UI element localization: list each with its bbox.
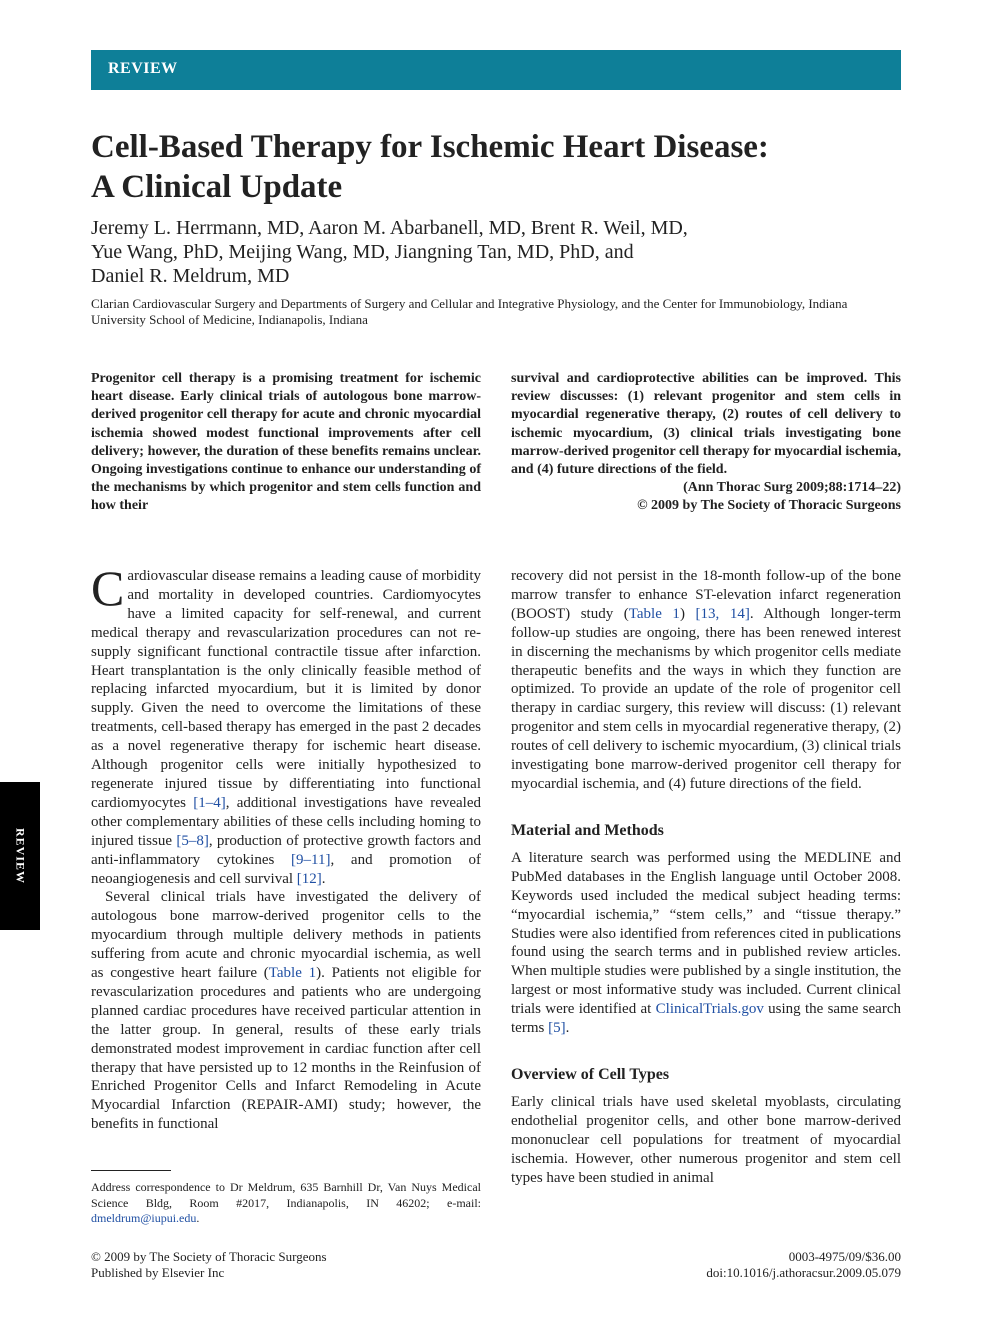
abstract-left-column	[91, 370, 481, 516]
body-left-column	[91, 560, 482, 1134]
table-1-link[interactable]: Table 1	[628, 605, 680, 622]
ref-link-1-4[interactable]: [1–4]	[193, 794, 226, 811]
ref-link-5-8[interactable]: [5–8]	[176, 832, 209, 849]
ref-link-14[interactable]: 14]	[729, 605, 750, 622]
footer-right	[706, 1249, 901, 1281]
methods-paragraph: A literature search was performed using the MEDLINE and PubMed databases in the English language until October 2008. Keywords used included the medical subject heading terms: “myocardial ischemia,” “stem cells,” and “tissue therapy.” Studies were also identified from references cited in publications found using the search terms and in published review articles. When multiple studies were published by a single institution, the largest or most informative study was included. Current clinical trials were identified at ClinicalTrials.gov using the same search terms [5].	[511, 849, 901, 1037]
email-link[interactable]: dmeldrum@iupui.edu	[91, 1211, 197, 1225]
title-line-2: A Clinical Update	[91, 169, 343, 205]
side-tab-label: REVIEW	[13, 827, 28, 885]
drop-cap: C	[91, 560, 125, 616]
footer-doi: doi:10.1016/j.athoracsur.2009.05.079	[706, 1265, 901, 1280]
section-heading-cell-types: Overview of Cell Types	[511, 1065, 670, 1083]
title-line-1: Cell-Based Therapy for Ischemic Heart Disease:	[91, 129, 769, 165]
ref-link-12[interactable]: [12]	[296, 870, 322, 887]
cell-types-paragraph: Early clinical trials have used skeletal myoblasts, circulating endothelial progenitor cells, and other bone marrow-derived mononuclear cell populations for treatment of myocardial ischemia. However, other numerous progenitor and stem cell types have been studied in animal	[511, 1093, 901, 1186]
abstract-right-column	[511, 370, 901, 516]
authors-line-1: Jeremy L. Herrmann, MD, Aaron M. Abarbanell, MD, Brent R. Weil, MD,	[91, 217, 688, 239]
article-title	[91, 127, 891, 207]
abstract-copyright: © 2009 by The Society of Thoracic Surgeons	[637, 498, 901, 514]
affiliation: Clarian Cardiovascular Surgery and Departments of Surgery and Cellular and Integrative Physiology, and the Center for Immunobiology, Indiana University School of Medicine, Indianapolis, Indiana	[91, 296, 848, 327]
ref-link-5[interactable]: [5]	[548, 1020, 566, 1037]
author-list	[91, 216, 891, 288]
footer-left	[91, 1249, 327, 1281]
abstract-text-right: survival and cardioprotective abilities can be improved. This review discusses: (1) relevant progenitor and stem cells in myocardial regenerative therapy, (2) routes of cell delivery to ischemic myocardium, (3) clinical trials investigating bone marrow-derived progenitor cell therapy for myocardial ischemia, and (4) future directions of the field.	[511, 371, 901, 478]
intro-paragraph-2: Several clinical trials have investigated the delivery of autologous bone marrow-derived progenitor cells to the myocardium through multiple delivery methods in patients suffering from acute and chronic myocardial ischemia, as well as congestive heart failure (Table 1). Patients not eligible for revascularization procedures and patients who are undergoing planned cardiac procedures have received particular attention in the latter group. In general, results of these early trials demonstrated modest improvement in cardiac function after cell therapy that have persisted up to 12 months in the Reinfusion of Enriched Progenitor Cells and Infarct Remodeling in Acute Myocardial Infarction (REPAIR-AMI) study; however, the benefits in functional	[91, 889, 481, 1133]
ref-link-13[interactable]: [13,	[695, 605, 720, 622]
footer-issn: 0003-4975/09/$36.00	[788, 1249, 901, 1264]
abstract-citation: (Ann Thorac Surg 2009;88:1714–22)	[683, 480, 901, 496]
section-heading-methods: Material and Methods	[511, 821, 664, 839]
body-right-column	[511, 567, 901, 1187]
banner-label: REVIEW	[108, 60, 178, 77]
table-1-link[interactable]: Table 1	[268, 965, 317, 982]
abstract-text-left: Progenitor cell therapy is a promising treatment for ischemic heart disease. Early clinical trials of autologous bone marrow-derived progenitor cell therapy for acute and chronic myocardial ischemia showed modest functional improvements after cell delivery; however, the duration of these benefits remains unclear. Ongoing investigations continue to enhance our understanding of the mechanisms by which progenitor and stem cells function and how their	[91, 371, 481, 514]
intro-paragraph-3: recovery did not persist in the 18-month follow-up of the bone marrow transfer to enhance ST-elevation infarct regeneration (BOOST) study (Table 1) [13, 14]. Although longer-term follow-up studies are ongoing, there has been renewed interest in discerning the mechanisms by which progenitor cells mediate therapeutic benefits and the ways in which they function are optimized. To provide an update of the role of progenitor cell therapy in cardiac surgery, this review will discuss: (1) relevant progenitor and stem cells in myocardial regenerative therapy, (2) routes of cell delivery to ischemic myocardium, (3) clinical trials investigating bone marrow-derived progenitor cell therapy for myocardial ischemia, and (4) future directions of the field.	[511, 568, 902, 792]
footer-copyright: © 2009 by The Society of Thoracic Surgeons	[91, 1249, 327, 1264]
footnote-divider	[91, 1170, 171, 1171]
clinicaltrials-link[interactable]: ClinicalTrials.gov	[655, 1001, 764, 1018]
side-review-tab	[0, 782, 40, 930]
intro-paragraph-1: Cardiovascular disease remains a leading cause of morbidity and mortality in developed countries. Cardiomyocytes have a limited capacity for self-renewal, and current medical therapy and revascularization procedures can not re-supply significant functional contractile tissue after infarction. Heart transplantation is the only clinically feasible method of replacing infarcted myocardium, but it is limited by donor supply. Given the need to overcome the limitations of these treatments, cell-based therapy has emerged in the past 2 decades as a novel regenerative therapy for ischemic heart disease. Although progenitor cells were initially hypothesized to regenerate injured tissue by differentiating into functional cardiomyocytes [1–4], additional investigations have revealed other complementary abilities of these cells including homing to injured tissue [5–8], production of protective growth factors and anti-inflammatory cytokines [9–11], and promotion of neoangiogenesis and cell survival [12].	[91, 560, 482, 887]
authors-line-2: Yue Wang, PhD, Meijing Wang, MD, Jiangning Tan, MD, PhD, and	[91, 241, 634, 263]
ref-link-9-11[interactable]: [9–11]	[291, 851, 331, 868]
correspondence-footnote: Address correspondence to Dr Meldrum, 635 Barnhill Dr, Van Nuys Medical Science Bldg, Room #2017, Indianapolis, IN 46202; e-mail: dmeldrum@iupui.edu.	[91, 1180, 481, 1225]
review-banner	[91, 50, 901, 90]
authors-line-3: Daniel R. Meldrum, MD	[91, 265, 290, 287]
footer-publisher: Published by Elsevier Inc	[91, 1265, 225, 1280]
